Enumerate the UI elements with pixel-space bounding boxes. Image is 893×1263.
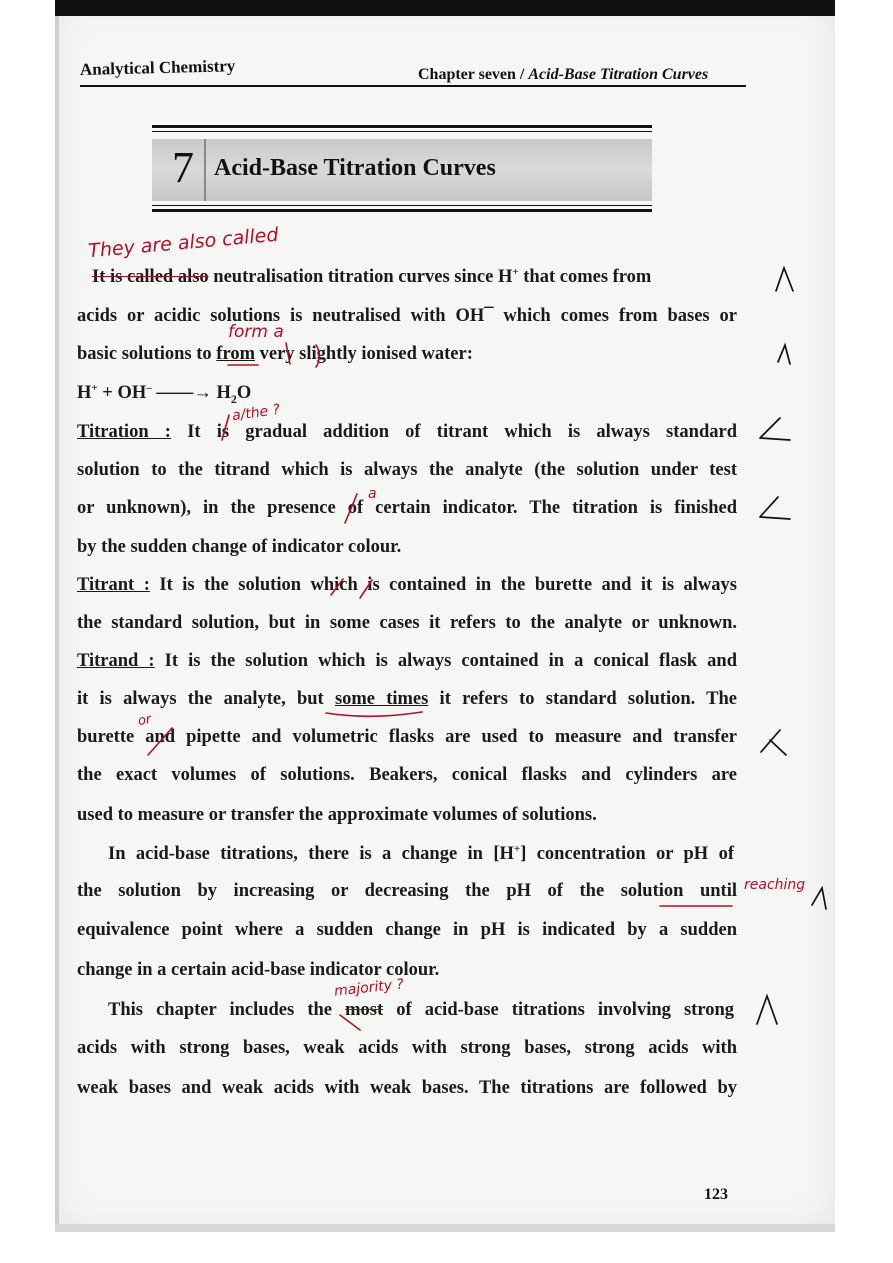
text-line-1: It is called also neutralisation titration curves since H+ that comes from [92,266,652,288]
text-line-17: the solution by increasing or decreasing the pH of the solution until [77,881,737,901]
handwritten-a-the: a/the ? [231,401,282,425]
handwritten-reaching: reaching [744,877,806,893]
definition-titrand: Titrand : It is the solution which is always contained in a conical flask and [77,651,737,671]
text-line-12: it is always the analyte, but some times it refers to standard solution. The [77,689,737,709]
definition-titration: Titration : It is gradual addition of titrant which is always standard [77,422,737,442]
chapter-number: 7 [172,143,194,192]
text-line-6: solution to the titrand which is always the analyte (the solution under test [77,460,737,480]
scan-top-border [55,0,835,16]
text-line-22: weak bases and weak acids with weak bases. The titrations are followed by [77,1078,737,1098]
text-line-13: burette and pipette and volumetric flasks are used to measure and transfer [77,727,737,747]
page-number: 123 [704,1186,728,1203]
struck-most: most [345,1000,384,1020]
paragraph-3-line-1: This chapter includes the most of acid-base titrations involving strong [108,1000,734,1020]
text-line-10: the standard solution, but in some cases it refers to the analyte or unknown. [77,613,737,633]
text-line-14: the exact volumes of solutions. Beakers, conical flasks and cylinders are [77,765,737,785]
handwritten-form-a: form a [228,322,284,342]
title-box-separator [204,139,206,201]
paragraph-2-line-1: In acid-base titrations, there is a change in [H+] concentration or pH of [108,843,734,865]
underlined-from: from [216,344,255,364]
running-header-book: Analytical Chemistry [79,56,236,79]
chapter-prefix: Chapter seven / [418,66,525,83]
struck-text: It is called also [92,267,209,288]
handwritten-majority: majority ? [333,976,405,1000]
text-line-19: change in a certain acid-base indicator colour. [77,960,440,980]
title-rule-top [152,125,652,128]
running-header-chapter [418,66,708,84]
handwritten-they-are-also-called: They are also called [87,223,280,263]
chapter-header-title: Acid-Base Titration Curves [528,66,709,83]
definition-titrant: Titrant : It is the solution which is contained in the burette and it is always [77,575,737,595]
text-line-2: acids or acidic solutions is neutralised with OH¯ which comes from bases or [77,306,737,326]
text-line-8: by the sudden change of indicator colour. [77,537,402,557]
title-rule-bottom [152,209,652,212]
equation: H+ + OH– ——→ $H_2O$ [77,382,252,406]
scan-left-edge [55,16,59,1230]
term-titration: Titration : [77,422,171,442]
header-rule [80,85,746,87]
title-rule-bottom-thin [152,205,652,206]
term-titrant: Titrant : [77,575,150,595]
chapter-title: Acid-Base Titration Curves [214,155,496,181]
title-rule-top-thin [152,131,652,132]
reaction-arrow: ——→ [156,383,212,404]
term-titrand: Titrand : [77,651,155,671]
text-line-15: used to measure or transfer the approximate volumes of solutions. [77,805,597,825]
chapter-title-box [152,125,652,211]
handwritten-a: a [368,486,377,502]
underlined-some-times: some times [334,689,429,709]
scan-bottom-edge [55,1224,835,1232]
text-line-18: equivalence point where a sudden change in pH is indicated by a sudden [77,920,737,940]
handwritten-or: or [136,711,153,730]
text-line-3: basic solutions to from very slightly ionised water: [77,344,473,364]
text-line-7: or unknown), in the presence of certain indicator. The titration is finished [77,498,737,518]
text-line-21: acids with strong bases, weak acids with strong bases, strong acids with [77,1038,737,1058]
